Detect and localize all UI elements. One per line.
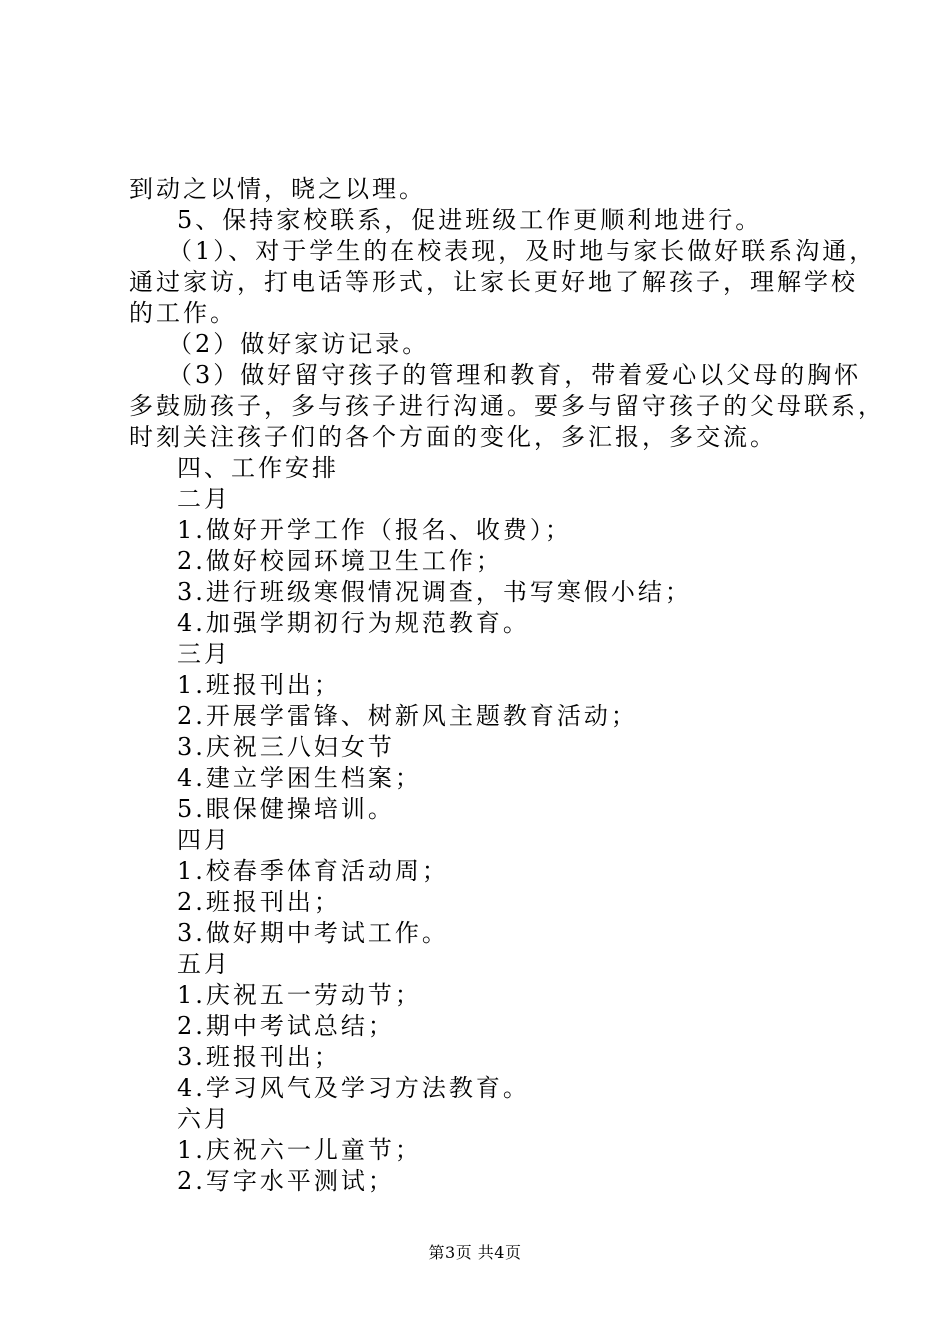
month-heading: 五月 xyxy=(177,950,231,978)
list-item: 3.做好期中考试工作。 xyxy=(177,919,449,947)
list-item: 2.开展学雷锋、树新风主题教育活动； xyxy=(177,702,638,730)
page-number-footer: 第3页 共4页 xyxy=(428,1243,522,1262)
list-item: 2.班报刊出； xyxy=(177,888,341,916)
text-line: 5、保持家校联系，促进班级工作更顺利地进行。 xyxy=(177,206,763,234)
list-item: 4.加强学期初行为规范教育。 xyxy=(177,609,530,637)
month-heading: 二月 xyxy=(177,485,231,513)
text-line: （1）、对于学生的在校表现，及时地与家长做好联系沟通， xyxy=(168,237,877,265)
list-item: 4.建立学困生档案； xyxy=(177,764,422,792)
month-heading: 六月 xyxy=(177,1105,231,1133)
text-line: 的工作。 xyxy=(129,299,237,327)
section-heading: 四、工作安排 xyxy=(177,454,339,482)
list-item: 3.庆祝三八妇女节 xyxy=(177,733,395,761)
list-item: 2.期中考试总结； xyxy=(177,1012,395,1040)
list-item: 2.做好校园环境卫生工作； xyxy=(177,547,503,575)
text-line: 通过家访，打电话等形式，让家长更好地了解孩子，理解学校 xyxy=(129,268,858,296)
list-item: 3.班报刊出； xyxy=(177,1043,341,1071)
list-item: 1.庆祝五一劳动节； xyxy=(177,981,422,1009)
text-line: （2）做好家访记录。 xyxy=(168,330,430,358)
list-item: 4.学习风气及学习方法教育。 xyxy=(177,1074,530,1102)
list-item: 1.庆祝六一儿童节； xyxy=(177,1136,422,1164)
list-item: 1.做好开学工作（报名、收费）； xyxy=(177,516,572,544)
month-heading: 四月 xyxy=(177,826,231,854)
text-line: 多鼓励孩子，多与孩子进行沟通。要多与留守孩子的父母联系， xyxy=(129,392,885,420)
text-line: （3）做好留守孩子的管理和教育，带着爱心以父母的胸怀 xyxy=(168,361,862,389)
text-line: 时刻关注孩子们的各个方面的变化，多汇报，多交流。 xyxy=(129,423,777,451)
month-heading: 三月 xyxy=(177,640,231,668)
list-item: 1.校春季体育活动周； xyxy=(177,857,449,885)
list-item: 1.班报刊出； xyxy=(177,671,341,699)
list-item: 2.写字水平测试； xyxy=(177,1167,395,1195)
list-item: 3.进行班级寒假情况调查，书写寒假小结； xyxy=(177,578,692,606)
list-item: 5.眼保健操培训。 xyxy=(177,795,395,823)
text-line: 到动之以情，晓之以理。 xyxy=(129,175,426,203)
